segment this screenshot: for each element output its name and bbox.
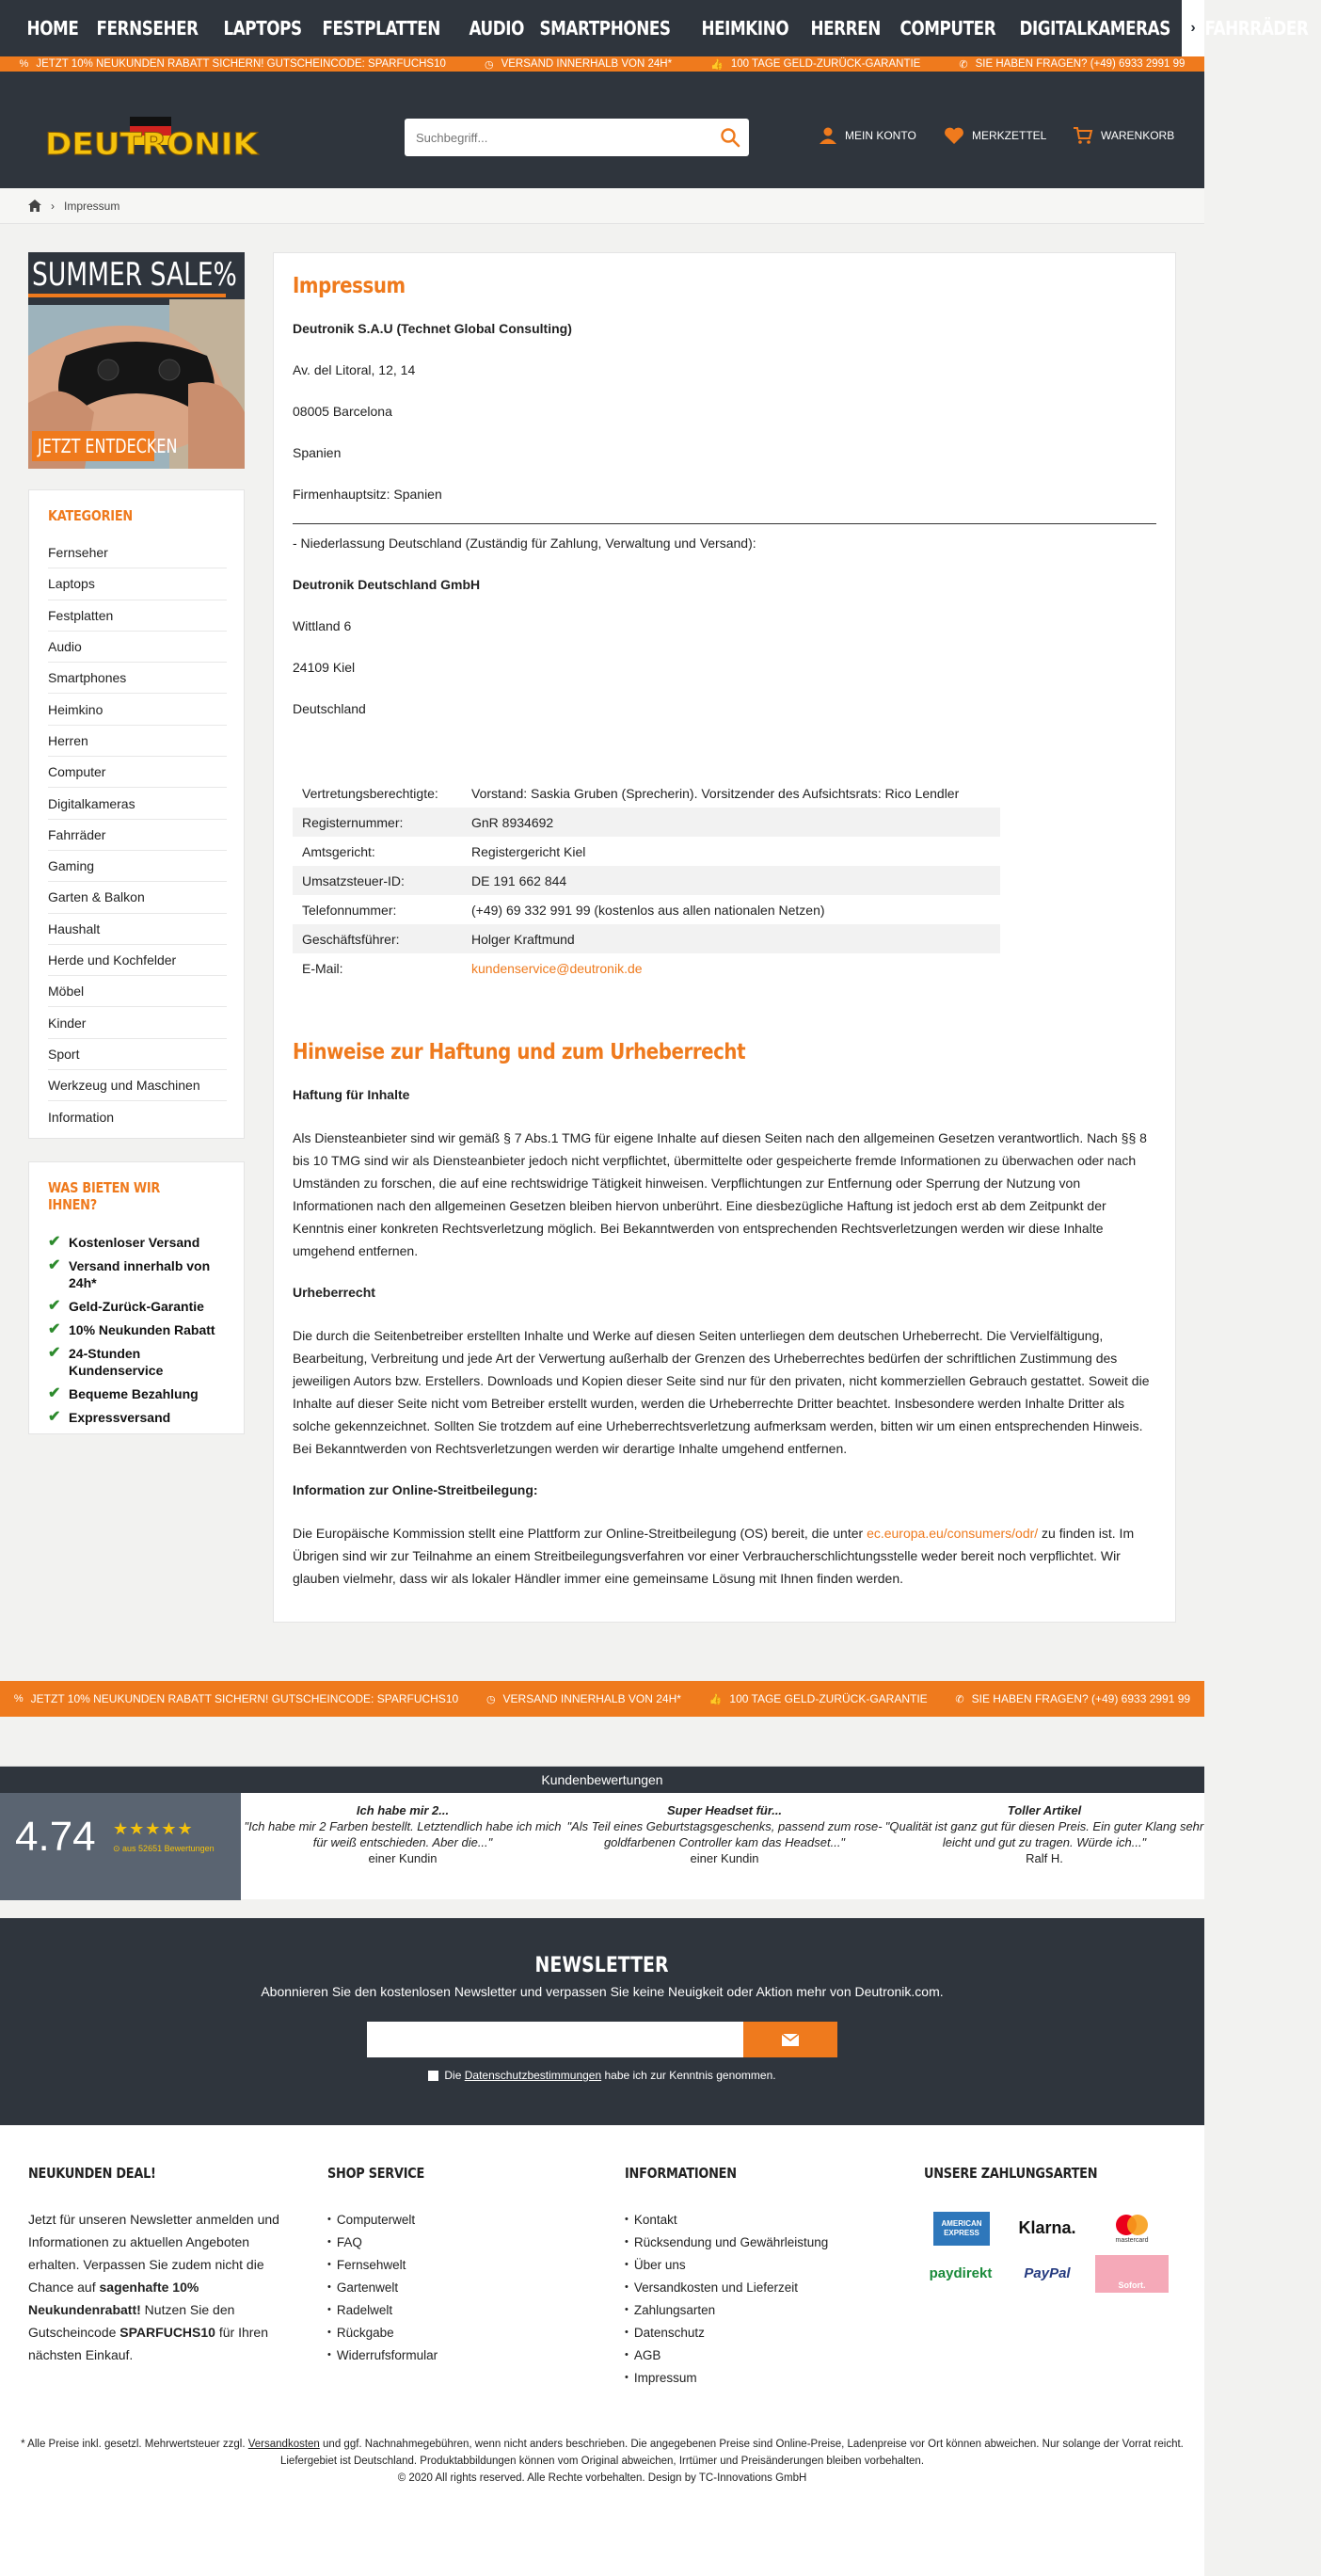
divider [293, 523, 1156, 524]
consent-checkbox[interactable] [428, 2071, 438, 2081]
headquarters: Firmenhauptsitz: Spanien [293, 487, 442, 502]
nav-festplatten[interactable]: FESTPLATTEN [322, 17, 441, 40]
paydirekt-logo: paydirekt [929, 2264, 993, 2281]
table-row: Geschäftsführer: Holger Kraftmund [293, 924, 1000, 953]
footer-payment [924, 2165, 1178, 2306]
table-row: Umsatzsteuer-ID: DE 191 662 844 [293, 866, 1000, 895]
category-item[interactable]: Information [48, 1109, 115, 1125]
benefit-item: ✔ Geld-Zurück-Garantie [48, 1298, 204, 1314]
branch-company: Deutronik Deutschland GmbH [293, 577, 481, 592]
company-details-table [293, 778, 1000, 983]
review-count: ⊙ aus 52651 Bewertungen [113, 1844, 215, 1853]
footer-link[interactable]: • Kontakt [625, 2208, 879, 2231]
reviews-title: Kundenbewertungen [0, 1767, 1204, 1793]
copyright: © 2020 All rights reserved. Alle Rechte vorbehalten. Design by TC-Innovations GmbH [397, 2472, 807, 2484]
address-line: Deutschland [293, 701, 366, 716]
banner-divider [28, 294, 226, 297]
footer-link[interactable]: • Gartenwelt [327, 2276, 572, 2298]
nav-fernseher[interactable]: FERNSEHER [96, 17, 199, 40]
check-icon: ✔ [48, 1298, 61, 1314]
footer-link[interactable]: • Rücksendung und Gewährleistung [625, 2231, 879, 2253]
privacy-link[interactable]: Datenschutzbestimmungen [464, 2069, 602, 2082]
category-item[interactable]: Haushalt [48, 914, 227, 945]
rating-stars-icon: ★★★★★ [113, 1819, 194, 1838]
footer-link[interactable]: • Versandkosten und Lieferzeit [625, 2276, 879, 2298]
svg-text:DEUTRONIK: DEUTRONIK [45, 126, 260, 162]
section-heading: Information zur Online-Streitbeilegung: [293, 1482, 538, 1497]
search-box [405, 119, 749, 156]
consent-row: Die Datenschutzbestimmungen habe ich zur Kenntnis genommen. [0, 2069, 1204, 2082]
phone-icon: ✆ [955, 1693, 964, 1705]
footer-link[interactable]: • Impressum [625, 2366, 879, 2389]
table-row: Telefonnummer: (+49) 69 332 991 99 (kostenlos aus allen nationalen Netzen) [302, 902, 825, 918]
clock-icon: ◷ [485, 1693, 496, 1705]
liability-paragraph: Als Diensteanbieter sind wir gemäß § 7 Abs.1 TMG für eigene Inhalte auf diesen Seiten nach den allgemeinen Gesetzen verantwortlich. Nach §§ 8 bis 10 TMG sind wir als Diensteanbieter jedoch nicht verpflichtet, übermittelte oder gespeicherte fremde Informationen zu überwachen oder nach Umständen zu forschen, die auf eine rechtswidrige Tätigkeit hinweisen. Verpflichtungen zur Entfernung oder Sperrung der Nutzung von Informationen nach den allgemeinen Gesetzen bleiben hiervon unberührt. Eine diesbezügliche Haftung ist jedoch erst ab dem Zeitpunkt der Kenntnis einer konkreten Rechtsverletzung möglich. Bei Bekanntwerden von entsprechenden Rechtsverletzungen werden wir diese Inhalte umgehend entfernen. [293, 1130, 1147, 1258]
category-item[interactable]: Herde und Kochfelder [48, 945, 227, 976]
deal-text: Jetzt für unseren Newsletter anmelden und Informationen zu aktuellen Angeboten erhalten. Verpassen Sie zudem nicht die Chance auf sagenhafte 10% Neukundenrabatt! Nutzen Sie den Gutscheincode SPARFUCHS10 für Ihren nächsten Einkauf. [28, 2212, 279, 2362]
category-item[interactable]: Audio [48, 632, 227, 663]
footer-heading: NEUKUNDEN DEAL! [28, 2165, 156, 2182]
benefits-box [28, 1161, 245, 1434]
benefit-item: ✔ 24-Stunden Kundenservice [48, 1345, 164, 1378]
nav-home[interactable]: HOME [26, 17, 79, 40]
benefit-item: ✔ Bequeme Bezahlung [48, 1385, 199, 1401]
phone-icon: ✆ [959, 58, 968, 71]
nav-heimkino[interactable]: HEIMKINO [701, 17, 789, 40]
benefit-item: ✔ Versand innerhalb von 24h* [48, 1257, 211, 1290]
company-name: Deutronik S.A.U (Technet Global Consulting) [293, 321, 572, 336]
table-row: Registernummer: GnR 8934692 [293, 808, 1000, 837]
category-item[interactable]: Festplatten [48, 600, 227, 632]
nav-herren[interactable]: HERREN [810, 17, 882, 40]
sofort-logo: Sofort. [1095, 2255, 1169, 2293]
paypal-logo: PayPal [1024, 2264, 1071, 2281]
benefits-title: WAS BIETEN WIR IHNEN? [48, 1179, 161, 1213]
deutronik-logo[interactable] [43, 117, 262, 166]
heart-icon [944, 126, 964, 145]
newsletter-title: NEWSLETTER [535, 1954, 669, 1977]
mastercard-logo: mastercard [1095, 2210, 1169, 2246]
section-heading: Urheberrecht [293, 1285, 375, 1300]
banner-title: SUMMER SALE% [32, 256, 237, 294]
category-item[interactable]: Herren [48, 726, 227, 757]
check-icon: ✔ [48, 1321, 61, 1337]
footer-informationen [625, 2165, 879, 2389]
benefit-item: ✔ 10% Neukunden Rabatt [48, 1321, 215, 1337]
percent-icon: % [19, 58, 29, 70]
user-icon [819, 126, 837, 145]
category-item[interactable]: Heimkino [48, 694, 227, 725]
review-item[interactable]: Ich habe mir 2... "Ich habe mir 2 Farben bestellt. Letztendlich habe ich mich für weiß entschieden. Aber die..." einer Kundin [244, 1803, 562, 1865]
clock-icon: ◷ [484, 58, 494, 71]
category-item[interactable]: Gaming [48, 851, 227, 882]
account-link[interactable]: MEIN KONTO [819, 126, 916, 145]
table-row: E-Mail: kundenservice@deutronik.de [293, 953, 1000, 983]
category-menu [28, 489, 245, 1139]
address-line: Spanien [293, 445, 342, 460]
footer [0, 2125, 1204, 2576]
newsletter-email-input[interactable] [367, 2022, 743, 2057]
newsletter-submit-button[interactable] [743, 2022, 837, 2057]
promo-item: 👍 100 TAGE GELD-ZURÜCK-GARANTIE [710, 58, 921, 71]
breadcrumb-current[interactable]: Impressum [64, 199, 120, 213]
promo-item: 👍 100 TAGE GELD-ZURÜCK-GARANTIE [708, 1692, 928, 1705]
nav-audio[interactable]: AUDIO [469, 17, 524, 40]
check-icon: ✔ [48, 1409, 61, 1425]
envelope-icon [782, 2034, 799, 2046]
benefit-item: ✔ Kostenloser Versand [48, 1234, 200, 1250]
content-panel [273, 252, 1176, 1623]
search-icon[interactable] [719, 126, 741, 149]
footer-link[interactable]: • Fernsehwelt [327, 2253, 572, 2276]
address-line: 08005 Barcelona [293, 404, 392, 419]
breadcrumb-separator-icon: › [51, 199, 55, 213]
category-item[interactable]: Computer [48, 757, 227, 788]
review-item[interactable]: Toller Artikel "Qualität ist ganz gut für diesen Preis. Ein guter Klang sehr leicht und gut zu tragen. Würde ich..." Ralf H. [884, 1803, 1204, 1865]
table-row: Vertretungsberechtigte: Vorstand: Saskia Gruben (Sprecherin). Vorsitzender des Aufsichtsrats: Rico Lendler [302, 785, 960, 801]
promo-item: % JETZT 10% NEUKUNDEN RABATT SICHERN! GUTSCHEINCODE: SPARFUCHS10 [13, 1692, 459, 1705]
breadcrumb [0, 188, 1204, 224]
promo-bar-top [0, 56, 1204, 72]
category-item[interactable]: Smartphones [48, 663, 227, 694]
odr-link[interactable]: ec.europa.eu/consumers/odr/ [867, 1526, 1039, 1541]
nav-digitalkameras[interactable]: DIGITALKAMERAS [1019, 17, 1171, 40]
odr-paragraph: Die Europäische Kommission stellt eine Plattform zur Online-Streitbeilegung (OS) bereit, die unter ec.europa.eu/consumers/odr/ zu finden ist. Im Übrigen sind wir zur Teilnahme an einem Streitbeilegungsverfahren vor einer Verbraucherschlichtungsstelle weder bereit noch verpflichtet. Wir glauben vielmehr, dass wir als lokaler Händler immer eine gemeinsame Lösung mit Ihnen finden werden. [293, 1526, 1135, 1586]
footer-link[interactable]: • Radelwelt [327, 2298, 572, 2321]
summer-sale-banner[interactable] [28, 252, 245, 469]
review-score: 4.74 [15, 1814, 96, 1860]
shipping-costs-link[interactable]: Versandkosten [247, 2439, 320, 2450]
check-icon: ✔ [48, 1257, 61, 1273]
nav-smartphones[interactable]: SMARTPHONES [539, 17, 671, 40]
category-item[interactable]: Digitalkameras [48, 788, 227, 819]
check-icon: ✔ [48, 1385, 61, 1401]
review-score-box[interactable] [0, 1793, 241, 1900]
newsletter-section [0, 1918, 1204, 2125]
promo-item: ✆ SIE HABEN FRAGEN? (+49) 6933 2991 99 [955, 1692, 1191, 1705]
categories-title: KATEGORIEN [48, 507, 133, 524]
nav-fahrraeder[interactable]: FAHRRÄDER [1204, 17, 1309, 40]
category-item[interactable]: Werkzeug und Maschinen [48, 1070, 227, 1101]
email-link[interactable]: kundenservice@deutronik.de [471, 960, 643, 976]
home-icon[interactable] [28, 200, 41, 212]
cart-icon [1073, 126, 1093, 145]
category-item[interactable]: Möbel [48, 976, 227, 1007]
footer-link[interactable]: • Computerwelt [327, 2208, 572, 2231]
copyright-paragraph: Die durch die Seitenbetreiber erstellten Inhalte und Werke auf diesen Seiten unterliegen dem deutschen Urheberrecht. Die Vervielfältigung, Bearbeitung, Verbreitung und jede Art der Verwertung außerhalb der Grenzen des Urheberrechtes bedürfen der schriftlichen Zustimmung des jeweiligen Autors bzw. Erstellers. Downloads und Kopien dieser Seite sind nur für den privaten, nicht kommerziellen Gebrauch gestattet. Soweit die Inhalte auf dieser Seite nicht vom Betreiber erstellt wurden, werden die Urheberrechte Dritter beachtet. Insbesondere werden Inhalte Dritter als solche gekennzeichnet. Sollten Sie trotzdem auf eine Urheberrechtsverletzung aufmerksam werden, bitten wir um einen entsprechenden Hinweis. Bei Bekanntwerden von Rechtsverletzungen werden wir derartige Inhalte umgehend entfernen. [293, 1328, 1150, 1456]
footer-heading: UNSERE ZAHLUNGSARTEN [924, 2165, 1098, 2182]
footer-link[interactable]: • AGB [625, 2344, 879, 2366]
footer-shop-service [327, 2165, 572, 2366]
section-heading: Haftung für Inhalte [293, 1087, 410, 1102]
category-item[interactable]: Fernseher [48, 537, 227, 568]
category-item[interactable]: Sport [48, 1039, 227, 1070]
wishlist-link[interactable]: MERKZETTEL [944, 126, 1046, 145]
footer-link[interactable]: • Widerrufsformular [327, 2344, 572, 2366]
footer-link[interactable]: • Zahlungsarten [625, 2298, 879, 2321]
mastercard-icon [1113, 2213, 1151, 2237]
newsletter-subtitle: Abonnieren Sie den kostenlosen Newsletter und verpassen Sie keine Neuigkeit oder Aktion mehr von Deutronik.com. [261, 1984, 944, 1999]
nav-laptops[interactable]: LAPTOPS [223, 17, 302, 40]
footer-link[interactable]: • Über uns [625, 2253, 879, 2276]
main-navigation [0, 0, 1309, 56]
category-item[interactable]: Garten & Balkon [48, 882, 227, 913]
footer-deal [28, 2165, 282, 2366]
category-item[interactable]: Fahrräder [48, 820, 227, 851]
amex-logo: AMERICAN EXPRESS [933, 2212, 990, 2246]
review-item[interactable]: Super Headset für... "Als Teil eines Geburtstagsgeschenks, passend zum rose-goldfarbenen Controller kam das Headset..." einer Kundin [566, 1803, 883, 1865]
check-icon: ✔ [48, 1234, 61, 1250]
legal-footnote: * Alle Preise inkl. gesetzl. Mehrwertsteuer zzgl. Versandkosten und ggf. Nachnahmegebühren, wenn nicht anders beschrieben. Die angegebenen Preise sind Online-Preise, Ladenpreise vor Ort können abweichen. Nur solange der Vorrat reicht. Liefergebiet ist Deutschland. Produktabbildungen können vom Original abweichen, Irrtümer und Preisänderungen bleiben vorbehalten. © 2020 All rights reserved. Alle Rechte vorbehalten. Design by TC-Innovations GmbH [0, 2436, 1204, 2487]
branch-note: - Niederlassung Deutschland (Zuständig für Zahlung, Verwaltung und Versand): [293, 536, 756, 551]
page-title: Impressum [293, 274, 406, 298]
reviews-widget [0, 1766, 1204, 1899]
category-item[interactable]: Kinder [48, 1007, 227, 1038]
search-input[interactable] [405, 119, 706, 156]
category-item[interactable]: Laptops [48, 568, 227, 600]
footer-heading: INFORMATIONEN [625, 2165, 737, 2182]
footer-link[interactable]: • FAQ [327, 2231, 572, 2253]
footer-link[interactable]: • Rückgabe [327, 2321, 572, 2344]
promo-item: % JETZT 10% NEUKUNDEN RABATT SICHERN! GUTSCHEINCODE: SPARFUCHS10 [19, 58, 446, 70]
percent-icon: % [13, 1693, 24, 1704]
liability-title: Hinweise zur Haftung und zum Urheberrecht [293, 1040, 746, 1064]
promo-item: ✆ SIE HABEN FRAGEN? (+49) 6933 2991 99 [959, 58, 1186, 71]
address-line: Av. del Litoral, 12, 14 [293, 362, 416, 377]
nav-computer[interactable]: COMPUTER [899, 17, 996, 40]
promo-item: ◷ VERSAND INNERHALB VON 24H* [485, 1692, 681, 1705]
klarna-logo: Klarna. [1018, 2217, 1076, 2237]
footer-link[interactable]: • Datenschutz [625, 2321, 879, 2344]
thumbs-up-icon: 👍 [710, 58, 724, 71]
benefit-item: ✔ Expressversand [48, 1409, 171, 1425]
check-icon: ✔ [48, 1345, 61, 1361]
address-line: Wittland 6 [293, 618, 352, 633]
footer-heading: SHOP SERVICE [327, 2165, 425, 2182]
promo-bar-bottom [0, 1681, 1204, 1717]
table-row: Amtsgericht: Registergericht Kiel [302, 843, 586, 859]
cart-link[interactable]: WARENKORB [1073, 126, 1174, 145]
banner-cta[interactable]: JETZT ENTDECKEN [32, 431, 154, 461]
thumbs-up-icon: 👍 [708, 1693, 723, 1705]
address-line: 24109 Kiel [293, 660, 356, 675]
nav-scroll-right-icon[interactable]: › [1182, 0, 1204, 56]
promo-item: ◷ VERSAND INNERHALB VON 24H* [484, 58, 673, 71]
